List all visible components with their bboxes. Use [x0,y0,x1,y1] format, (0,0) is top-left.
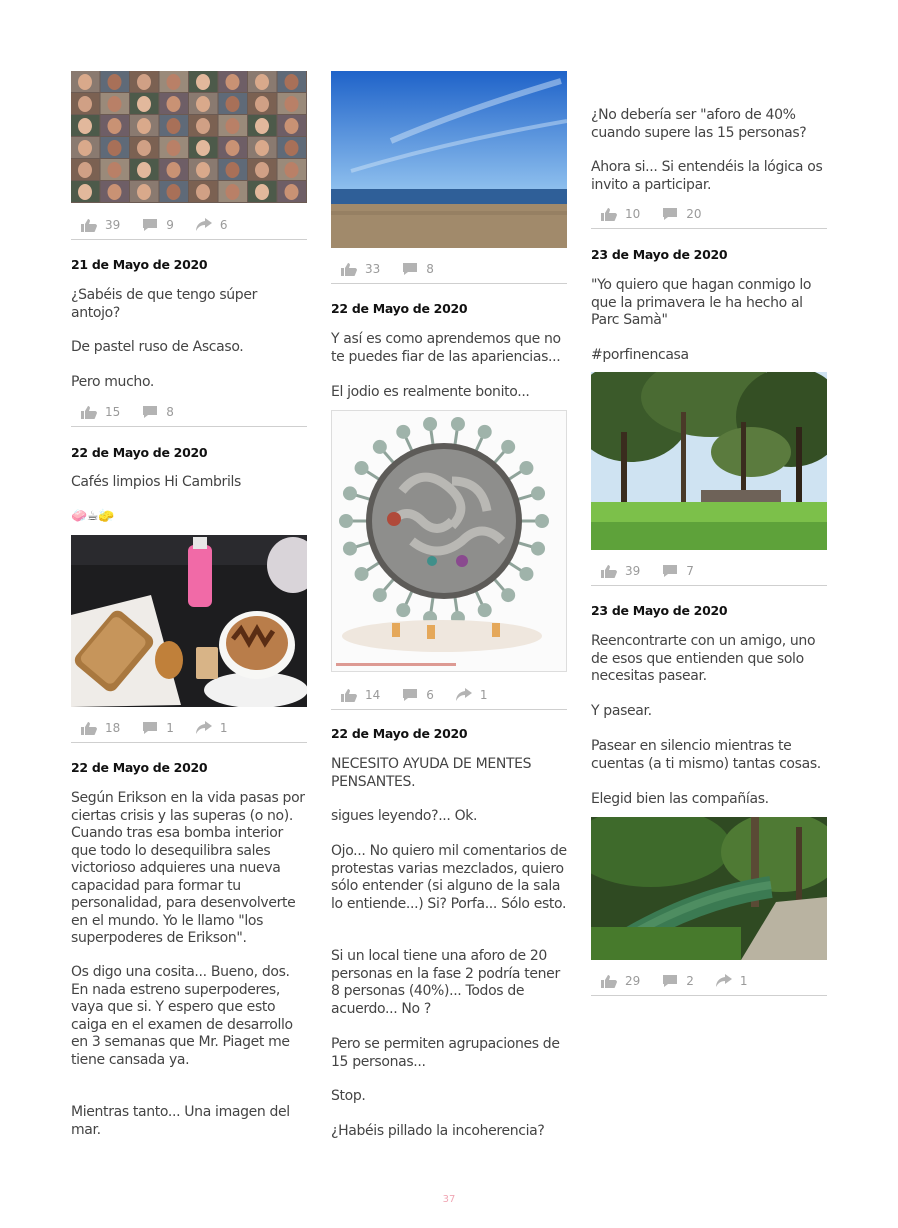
post-stats [71,397,307,427]
likes-count[interactable]: 18 [81,721,120,735]
likes-count[interactable]: 39 [81,218,120,232]
post-stats [331,254,567,284]
thumbs-up-icon [601,207,617,221]
post-text: El jodio es realmente bonito... [331,384,530,400]
comments-count[interactable]: 8 [402,262,434,276]
comments-count[interactable]: 8 [142,405,174,419]
post-text: "Yo quiero que hagan conmigo lo que la primavera le ha hecho al Parc Samà" [591,277,812,328]
faces-collage-photo [71,71,307,203]
post-stats [591,199,827,229]
post-text: Ojo... No quiero mil comentarios de protestas varias mezclados, quiero sólo entender (si alguno de la sala lo entiende...) Si? Porfa... Sólo esto. [331,843,567,912]
comments-count[interactable]: 6 [402,688,434,702]
thumbs-up-icon [601,974,617,988]
share-icon [196,218,212,232]
thumbs-up-icon [601,564,617,578]
post-emojis: 🧼☕🧽 [71,509,114,524]
post-date: 22 de Mayo de 2020 [331,726,468,741]
thumbs-up-icon [81,721,97,735]
post-date: 22 de Mayo de 2020 [331,301,468,316]
post-text: Cafés limpios Hi Cambrils [71,474,241,490]
likes-count[interactable]: 10 [601,207,640,221]
post-text: ¿No debería ser "aforo de 40% cuando supere las 15 personas? [591,107,807,141]
shares-count[interactable]: 1 [196,721,228,735]
post-date: 22 de Mayo de 2020 [71,760,208,775]
post-text: Os digo una cosita... Bueno, dos. En nada estreno superpoderes, vaya que si. Y espero que esto caiga en el examen de desarrollo en 3 semanas que Mr. Piaget me tiene cansada ya. [71,964,293,1068]
post-text: De pastel ruso de Ascaso. [71,339,244,355]
post-stats [71,713,307,743]
comment-icon [662,207,678,221]
comment-icon [142,721,158,735]
share-icon [196,721,212,735]
shares-count[interactable]: 1 [456,688,488,702]
likes-count[interactable]: 29 [601,974,640,988]
thumbs-up-icon [341,688,357,702]
comments-count[interactable]: 20 [662,207,701,221]
forest-path-photo [591,817,827,960]
post-stats [71,210,307,240]
shares-count[interactable]: 1 [716,974,748,988]
post-text: Stop. [331,1088,366,1104]
post-text: Ahora si... Si entendéis la lógica os invito a participar. [591,159,823,193]
post-text: Pasear en silencio mientras te cuentas (a ti mismo) tantas cosas. [591,738,821,772]
post-text: sigues leyendo?... Ok. [331,808,478,824]
post-date: 22 de Mayo de 2020 [71,445,208,460]
comment-icon [142,405,158,419]
comments-count[interactable]: 9 [142,218,174,232]
likes-count[interactable]: 39 [601,564,640,578]
post-text: Pero se permiten agrupaciones de 15 personas... [331,1036,560,1070]
comment-icon [662,974,678,988]
post-text: Elegid bien las compañías. [591,791,769,807]
likes-count[interactable]: 33 [341,262,380,276]
post-text: ¿Sabéis de que tengo súper antojo? [71,287,258,321]
comment-icon [402,262,418,276]
post-date: 21 de Mayo de 2020 [71,257,208,272]
post-text: Mientras tanto... Una imagen del mar. [71,1104,290,1138]
likes-count[interactable]: 14 [341,688,380,702]
likes-count[interactable]: 15 [81,405,120,419]
cafe-breakfast-photo [71,535,307,707]
beach-sky-photo [331,71,567,248]
post-text: Según Erikson en la vida pasas por ciertas crisis y las superas (o no). Cuando tras esa bomba interior que todo lo desequilibra sales victorioso adquieres una nueva capacidad para formar tu personalidad, para desenvolverte en el mundo. Yo le llamo "los superpoderes de Erikson". [71,790,305,946]
virus-diagram-image [331,410,567,672]
thumbs-up-icon [81,218,97,232]
share-icon [716,974,732,988]
comments-count[interactable]: 2 [662,974,694,988]
shares-count[interactable]: 6 [196,218,228,232]
comment-icon [142,218,158,232]
park-trees-photo [591,372,827,550]
post-text: Y pasear. [591,703,652,719]
comments-count[interactable]: 7 [662,564,694,578]
post-text: Y así es como aprendemos que no te puedes fiar de las apariencias... [331,331,561,365]
post-date: 23 de Mayo de 2020 [591,603,728,618]
post-stats [331,680,567,710]
thumbs-up-icon [81,405,97,419]
thumbs-up-icon [341,262,357,276]
post-text: Si un local tiene una aforo de 20 personas en la fase 2 podría tener 8 personas (40%)... Todos de acuerdo... No ? [331,948,560,1017]
post-date: 23 de Mayo de 2020 [591,247,728,262]
post-stats [591,556,827,586]
post-stats [591,966,827,996]
share-icon [456,688,472,702]
comments-count[interactable]: 1 [142,721,174,735]
post-text: Reencontrarte con un amigo, uno de esos que entienden que solo necesitas pasear. [591,633,816,684]
post-text: NECESITO AYUDA DE MENTES PENSANTES. [331,756,532,790]
post-text: ¿Habéis pillado la incoherencia? [331,1123,545,1139]
post-text: Pero mucho. [71,374,155,390]
comment-icon [662,564,678,578]
post-hashtag: #porfinencasa [591,347,689,363]
comment-icon [402,688,418,702]
page-number: 37 [442,1194,456,1205]
